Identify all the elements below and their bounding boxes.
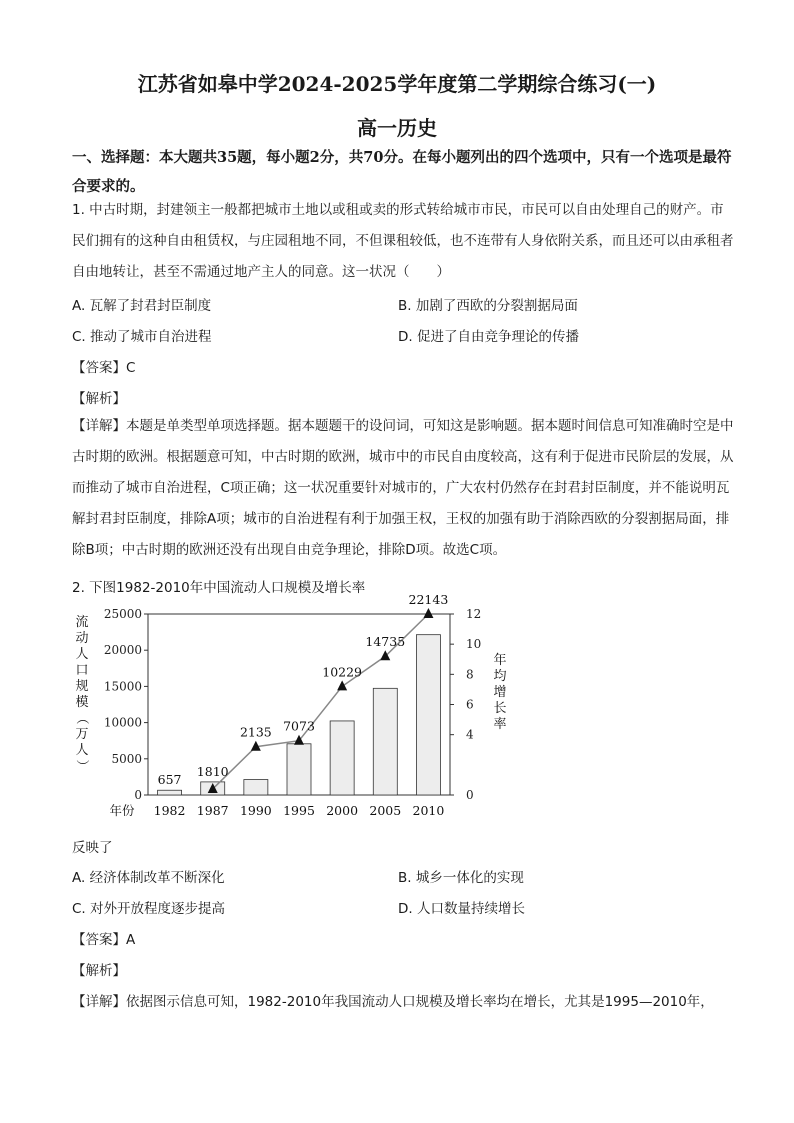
y2-axis-title-char: 率 [493, 717, 507, 732]
y-axis-title-char: （ [74, 711, 89, 725]
q1-answer: 【答案】C [72, 360, 136, 376]
y-axis-title-char: 人 [75, 647, 89, 662]
y2-tick-label: 10 [466, 637, 482, 652]
y2-axis-title-char: 增 [493, 685, 507, 700]
population-chart [70, 592, 507, 820]
growth-marker [337, 680, 347, 690]
q1-option-b: B. 加剧了西欧的分裂割据局面 [398, 298, 578, 314]
x-tick-label: 1995 [283, 803, 315, 818]
y2-axis-title-char: 年 [493, 653, 507, 668]
y-axis-title-char: 动 [75, 631, 89, 646]
bar [416, 635, 440, 795]
bar [373, 688, 397, 795]
y-axis-title-char: 万 [75, 727, 89, 742]
q2-option-c: C. 对外开放程度逐步提高 [72, 901, 226, 917]
data-label: 7073 [283, 718, 315, 734]
q2-answer: 【答案】A [72, 932, 136, 948]
y-axis-title-char: 口 [75, 663, 89, 678]
data-label: 22143 [408, 592, 449, 607]
q1-option-d: D. 促进了自由竞争理论的传播 [398, 329, 579, 345]
y2-tick-label: 12 [466, 607, 482, 621]
bar [287, 744, 311, 795]
subject-title: 高一历史 [357, 116, 437, 140]
bar [244, 780, 268, 795]
y2-tick-label: 0 [466, 788, 474, 802]
y2-tick-label: 8 [466, 667, 474, 682]
data-label: 14735 [365, 634, 406, 650]
data-label: 10229 [322, 664, 363, 680]
q2-after-text: 反映了 [72, 840, 113, 856]
q2-option-a: A. 经济体制改革不断深化 [72, 870, 225, 886]
data-label: 2135 [239, 724, 272, 740]
x-tick-label: 1982 [153, 803, 186, 818]
growth-marker [423, 608, 433, 618]
y-tick-label: 0 [134, 788, 142, 802]
x-tick-label: 2005 [369, 803, 402, 818]
y-axis-title-char: 人 [75, 743, 89, 758]
y-axis-title-char: 流 [75, 615, 89, 630]
section-heading: 一、选择题：本大题共35题，每小题2分，共70分。在每小题列出的四个选项中，只有一个选项是最符合要求的。 [72, 149, 732, 195]
question-1-stem: 1. 中古时期，封建领主一般都把城市土地以或租或卖的形式转给城市市民，市民可以自由处理自己的财产。市民们拥有的这种自由租赁权，与庄园租地不同，不但课租较低，也不连带有人身依附关系，而且还可以由承租者自由地转让，甚至不需通过地产主人的同意。这一状况（ ） [72, 202, 734, 280]
x-tick-label: 1990 [239, 803, 272, 818]
y-tick-label: 5000 [111, 751, 142, 766]
q1-option-a: A. 瓦解了封君封臣制度 [72, 298, 212, 314]
q1-detail: 【详解】本题是单类型单项选择题。据本题题干的设问词，可知这是影响题。据本题时间信息可知准确时空是中古时期的欧洲。根据题意可知，中古时期的欧洲，城市中的市民自由度较高，这有利于促进市民阶层的发展，从而推动了城市自治进程，C项正确；这一状况重要针对城市的，广大农村仍然存在封君封臣制度，并不能说明瓦解封君封臣制度，排除A项；城市的自治进程有利于加强王权，王权的加强有助于消除西欧的分裂割据局面，排除B项；中古时期的欧洲还没有出现自由竞争理论，排除D项。故选C项。 [72, 418, 734, 558]
q2-detail: 【详解】依据图示信息可知，1982-2010年我国流动人口规模及增长率均在增长，尤其是1995—2010年， [72, 994, 714, 1010]
x-tick-label: 1987 [196, 803, 229, 818]
q1-analysis-label: 【解析】 [72, 391, 126, 407]
data-label: 657 [157, 772, 182, 788]
data-label: 1810 [196, 763, 229, 779]
y2-tick-label: 6 [466, 697, 474, 712]
y-tick-label: 10000 [103, 715, 142, 730]
y-axis-title-char: 模 [75, 695, 89, 710]
x-tick-label: 2010 [412, 803, 445, 818]
bar [158, 790, 182, 795]
y-axis-title-char: 规 [75, 679, 89, 694]
y2-axis-title-char: 均 [493, 669, 507, 684]
q2-analysis-label: 【解析】 [72, 963, 126, 979]
y-tick-label: 25000 [103, 607, 142, 621]
y-tick-label: 20000 [103, 643, 142, 658]
q1-option-c: C. 推动了城市自治进程 [72, 329, 212, 345]
y-axis-title-char: ） [74, 759, 89, 773]
y2-axis-title-char: 长 [493, 701, 507, 716]
growth-marker [380, 650, 390, 660]
q2-option-b: B. 城乡一体化的实现 [398, 870, 524, 886]
y2-tick-label: 4 [466, 727, 474, 742]
y-tick-label: 15000 [103, 679, 142, 694]
q2-option-d: D. 人口数量持续增长 [398, 901, 525, 917]
question-2-stem: 2. 下图1982-2010年中国流动人口规模及增长率 [72, 580, 366, 596]
x-axis-title: 年份 [109, 803, 135, 818]
x-tick-label: 2000 [326, 803, 359, 818]
bar [330, 721, 354, 795]
document-title: 江苏省如皋中学2024-2025学年度第二学期综合练习(一) [137, 72, 657, 96]
